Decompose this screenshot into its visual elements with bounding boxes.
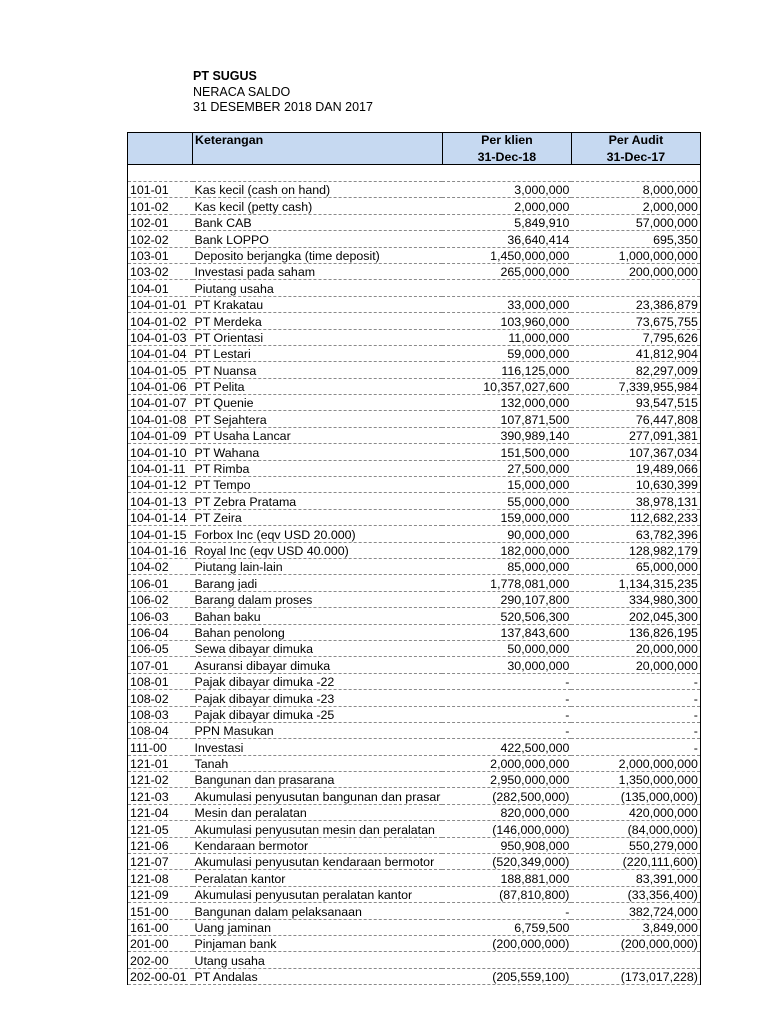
account-description: Pinjaman bank	[193, 935, 443, 951]
table-row	[128, 362, 701, 378]
per-audit-value: 128,982,179	[571, 542, 700, 558]
account-code: 108-01	[128, 673, 193, 689]
account-code: 121-03	[128, 788, 193, 804]
per-audit-value: 20,000,000	[571, 640, 700, 656]
table-row	[128, 804, 701, 820]
table-row	[128, 444, 701, 460]
table-row	[128, 854, 701, 870]
per-klien-value: 137,843,600	[442, 624, 571, 640]
per-klien-value: 422,500,000	[442, 739, 571, 755]
account-code: 104-01-04	[128, 345, 193, 361]
account-description: PT Usaha Lancar	[193, 427, 443, 443]
per-audit-value: -	[571, 739, 700, 755]
account-code: 104-01-09	[128, 427, 193, 443]
table-row	[128, 247, 701, 263]
account-code: 106-05	[128, 640, 193, 656]
table-row	[128, 214, 701, 230]
header-account-cell	[128, 133, 193, 149]
per-audit-value: 10,630,399	[571, 477, 700, 493]
account-code: 121-06	[128, 837, 193, 853]
per-klien-value: 50,000,000	[442, 640, 571, 656]
per-audit-value: -	[571, 690, 700, 706]
per-audit-value: (220,111,600)	[571, 854, 700, 870]
account-description: PT Andalas	[193, 968, 443, 984]
account-code: 202-00	[128, 952, 193, 968]
per-klien-value: (200,000,000)	[442, 935, 571, 951]
per-audit-value: 63,782,396	[571, 526, 700, 542]
account-description: PT Tempo	[193, 477, 443, 493]
account-code: 104-01-07	[128, 395, 193, 411]
per-audit-value: 38,978,131	[571, 493, 700, 509]
per-audit-value: 550,279,000	[571, 837, 700, 853]
per-audit-value	[571, 952, 700, 968]
per-klien-value: 55,000,000	[442, 493, 571, 509]
account-code: 104-02	[128, 558, 193, 574]
table-row	[128, 673, 701, 689]
table-header-date-row	[128, 148, 701, 165]
per-audit-value: 65,000,000	[571, 558, 700, 574]
per-audit-value	[571, 280, 700, 296]
per-klien-value: 30,000,000	[442, 657, 571, 673]
company-name: PT SUGUS	[193, 69, 257, 83]
per-audit-value: (84,000,000)	[571, 821, 700, 837]
account-description: PT Rimba	[193, 460, 443, 476]
per-klien-value: (282,500,000)	[442, 788, 571, 804]
per-klien-value: 27,500,000	[442, 460, 571, 476]
spacer-row	[128, 165, 701, 182]
table-row	[128, 903, 701, 919]
trial-balance-table	[127, 132, 701, 985]
per-klien-value: 59,000,000	[442, 345, 571, 361]
table-row	[128, 493, 701, 509]
account-description: Investasi pada saham	[193, 263, 443, 279]
per-klien-value: 132,000,000	[442, 395, 571, 411]
per-klien-value: 188,881,000	[442, 870, 571, 886]
account-description: Utang usaha	[193, 952, 443, 968]
account-code: 106-02	[128, 591, 193, 607]
table-row	[128, 968, 701, 984]
account-code: 107-01	[128, 657, 193, 673]
account-description: Kas kecil (cash on hand)	[193, 182, 443, 198]
per-audit-value: 57,000,000	[571, 214, 700, 230]
account-description: Kas kecil (petty cash)	[193, 198, 443, 214]
account-code: 121-09	[128, 886, 193, 902]
account-description: Pajak dibayar dimuka -22	[193, 673, 443, 689]
table-row	[128, 427, 701, 443]
account-code: 104-01-10	[128, 444, 193, 460]
table-row	[128, 526, 701, 542]
per-klien-value: 520,506,300	[442, 608, 571, 624]
account-description: Royal Inc (eqv USD 40.000)	[193, 542, 443, 558]
table-header-row	[128, 133, 701, 149]
per-audit-value: 107,367,034	[571, 444, 700, 460]
account-description: PT Wahana	[193, 444, 443, 460]
report-date: 31 DESEMBER 2018 DAN 2017	[193, 100, 373, 114]
account-code: 104-01-11	[128, 460, 193, 476]
account-description: Bank LOPPO	[193, 231, 443, 247]
account-code: 104-01-08	[128, 411, 193, 427]
table-row	[128, 952, 701, 968]
per-audit-value: 695,350	[571, 231, 700, 247]
table-row	[128, 542, 701, 558]
account-code: 104-01-13	[128, 493, 193, 509]
account-code: 104-01-16	[128, 542, 193, 558]
per-klien-value: 3,000,000	[442, 182, 571, 198]
account-code: 104-01-06	[128, 378, 193, 394]
account-code: 103-01	[128, 247, 193, 263]
table-row	[128, 263, 701, 279]
account-code: 102-02	[128, 231, 193, 247]
report-title: NERACA SALDO	[193, 84, 291, 99]
table-row	[128, 296, 701, 312]
account-description: Akumulasi penyusutan mesin dan peralatan	[193, 821, 443, 837]
table-row	[128, 198, 701, 214]
per-audit-value: 202,045,300	[571, 608, 700, 624]
per-klien-value: 390,989,140	[442, 427, 571, 443]
spacer-cell	[442, 165, 571, 182]
table-row	[128, 722, 701, 738]
account-code: 108-04	[128, 722, 193, 738]
per-klien-value: 182,000,000	[442, 542, 571, 558]
per-klien-value: 116,125,000	[442, 362, 571, 378]
per-klien-value: 10,357,027,600	[442, 378, 571, 394]
account-description: Piutang lain-lain	[193, 558, 443, 574]
per-audit-value: 3,849,000	[571, 919, 700, 935]
account-description: PT Nuansa	[193, 362, 443, 378]
per-audit-value: 1,350,000,000	[571, 772, 700, 788]
per-klien-value: -	[442, 903, 571, 919]
per-klien-value: 1,450,000,000	[442, 247, 571, 263]
per-klien-value: 820,000,000	[442, 804, 571, 820]
per-audit-value: 200,000,000	[571, 263, 700, 279]
per-klien-value: 15,000,000	[442, 477, 571, 493]
table-row	[128, 182, 701, 198]
table-row	[128, 919, 701, 935]
table-row	[128, 280, 701, 296]
table-row	[128, 821, 701, 837]
spacer-cell	[571, 165, 700, 182]
table-row	[128, 591, 701, 607]
account-code: 161-00	[128, 919, 193, 935]
spacer-cell	[128, 165, 193, 182]
account-code: 104-01-15	[128, 526, 193, 542]
table-row	[128, 558, 701, 574]
per-audit-value: 93,547,515	[571, 395, 700, 411]
account-code: 104-01-12	[128, 477, 193, 493]
per-audit-value: 277,091,381	[571, 427, 700, 443]
account-description: Forbox Inc (eqv USD 20.000)	[193, 526, 443, 542]
account-description: Barang jadi	[193, 575, 443, 591]
account-code: 106-04	[128, 624, 193, 640]
account-code: 121-02	[128, 772, 193, 788]
table-row	[128, 624, 701, 640]
per-audit-value: 76,447,808	[571, 411, 700, 427]
per-klien-value: (87,810,800)	[442, 886, 571, 902]
per-audit-value: 420,000,000	[571, 804, 700, 820]
table-row	[128, 329, 701, 345]
account-description: PPN Masukan	[193, 722, 443, 738]
per-klien-value: 2,950,000,000	[442, 772, 571, 788]
account-code: 108-03	[128, 706, 193, 722]
per-klien-value: 950,908,000	[442, 837, 571, 853]
account-description: PT Pelita	[193, 378, 443, 394]
account-code: 104-01-02	[128, 313, 193, 329]
table-row	[128, 378, 701, 394]
per-klien-value: (520,349,000)	[442, 854, 571, 870]
per-audit-value: -	[571, 673, 700, 689]
table-row	[128, 313, 701, 329]
account-description: Barang dalam proses	[193, 591, 443, 607]
per-audit-value: 23,386,879	[571, 296, 700, 312]
per-klien-value: -	[442, 673, 571, 689]
table-row	[128, 575, 701, 591]
account-code: 102-01	[128, 214, 193, 230]
account-code: 121-01	[128, 755, 193, 771]
table-row	[128, 837, 701, 853]
per-audit-value: 1,134,315,235	[571, 575, 700, 591]
account-code: 121-08	[128, 870, 193, 886]
per-audit-value: 20,000,000	[571, 657, 700, 673]
per-klien-value: 6,759,500	[442, 919, 571, 935]
table-row	[128, 788, 701, 804]
table-row	[128, 509, 701, 525]
per-audit-value: -	[571, 722, 700, 738]
account-description: PT Zeira	[193, 509, 443, 525]
per-audit-value: 83,391,000	[571, 870, 700, 886]
account-description: PT Sejahtera	[193, 411, 443, 427]
table-row	[128, 345, 701, 361]
account-description: Deposito berjangka (time deposit)	[193, 247, 443, 263]
account-code: 101-02	[128, 198, 193, 214]
account-description: Sewa dibayar dimuka	[193, 640, 443, 656]
account-description: Bahan penolong	[193, 624, 443, 640]
account-code: 111-00	[128, 739, 193, 755]
table-row	[128, 411, 701, 427]
per-audit-value: -	[571, 706, 700, 722]
per-audit-value: 8,000,000	[571, 182, 700, 198]
account-description: Bahan baku	[193, 608, 443, 624]
account-description: Bangunan dan prasarana	[193, 772, 443, 788]
account-description: PT Lestari	[193, 345, 443, 361]
account-description: PT Merdeka	[193, 313, 443, 329]
header-description: Keterangan	[193, 133, 443, 149]
account-code: 121-05	[128, 821, 193, 837]
account-code: 104-01-14	[128, 509, 193, 525]
per-klien-value: (146,000,000)	[442, 821, 571, 837]
account-code: 104-01-03	[128, 329, 193, 345]
account-code: 106-03	[128, 608, 193, 624]
table-row	[128, 231, 701, 247]
header-per-audit: Per Audit	[571, 133, 700, 149]
per-klien-value: 11,000,000	[442, 329, 571, 345]
account-description: PT Orientasi	[193, 329, 443, 345]
header-per-klien: Per klien	[442, 133, 571, 149]
per-klien-value: 107,871,500	[442, 411, 571, 427]
header-audit-date: 31-Dec-17	[571, 148, 700, 165]
per-klien-value: 2,000,000	[442, 198, 571, 214]
per-klien-value: 1,778,081,000	[442, 575, 571, 591]
account-code: 108-02	[128, 690, 193, 706]
per-klien-value: 103,960,000	[442, 313, 571, 329]
account-description: Uang jaminan	[193, 919, 443, 935]
account-code: 103-02	[128, 263, 193, 279]
table-row	[128, 608, 701, 624]
account-description: Kendaraan bermotor	[193, 837, 443, 853]
per-klien-value: -	[442, 722, 571, 738]
table-row	[128, 657, 701, 673]
table-row	[128, 755, 701, 771]
account-code: 104-01-05	[128, 362, 193, 378]
table-row	[128, 772, 701, 788]
table-row	[128, 640, 701, 656]
header-klien-date: 31-Dec-18	[442, 148, 571, 165]
per-audit-value: 2,000,000	[571, 198, 700, 214]
per-klien-value: 33,000,000	[442, 296, 571, 312]
per-klien-value: 36,640,414	[442, 231, 571, 247]
per-klien-value	[442, 952, 571, 968]
table-row	[128, 395, 701, 411]
per-audit-value: 7,795,626	[571, 329, 700, 345]
account-code: 104-01-01	[128, 296, 193, 312]
per-klien-value: 159,000,000	[442, 509, 571, 525]
account-description: PT Quenie	[193, 395, 443, 411]
per-audit-value: 41,812,904	[571, 345, 700, 361]
table-row	[128, 870, 701, 886]
per-audit-value: 82,297,009	[571, 362, 700, 378]
account-description: Peralatan kantor	[193, 870, 443, 886]
account-description: Piutang usaha	[193, 280, 443, 296]
account-description: Mesin dan peralatan	[193, 804, 443, 820]
per-audit-value: (200,000,000)	[571, 935, 700, 951]
per-audit-value: (173,017,228)	[571, 968, 700, 984]
account-code: 121-07	[128, 854, 193, 870]
header-account-cell-2	[128, 148, 193, 165]
account-code: 104-01	[128, 280, 193, 296]
table-row	[128, 739, 701, 755]
account-code: 201-00	[128, 935, 193, 951]
per-audit-value: 136,826,195	[571, 624, 700, 640]
account-description: Akumulasi penyusutan bangunan dan prasar	[194, 789, 441, 804]
account-description: Bank CAB	[193, 214, 443, 230]
account-description: Tanah	[193, 755, 443, 771]
per-audit-value: 73,675,755	[571, 313, 700, 329]
table-row	[128, 690, 701, 706]
account-code: 151-00	[128, 903, 193, 919]
account-description: Akumulasi penyusutan kendaraan bermotor	[193, 854, 443, 870]
per-klien-value: 2,000,000,000	[442, 755, 571, 771]
account-code: 101-01	[128, 182, 193, 198]
account-description: Asuransi dibayar dimuka	[193, 657, 443, 673]
per-audit-value: 7,339,955,984	[571, 378, 700, 394]
account-description: Akumulasi penyusutan peralatan kantor	[193, 886, 443, 902]
account-description: Pajak dibayar dimuka -23	[193, 690, 443, 706]
per-klien-value: 90,000,000	[442, 526, 571, 542]
account-code: 106-01	[128, 575, 193, 591]
per-audit-value: 2,000,000,000	[571, 755, 700, 771]
per-klien-value: 85,000,000	[442, 558, 571, 574]
per-klien-value: -	[442, 706, 571, 722]
account-description: Investasi	[193, 739, 443, 755]
per-klien-value: -	[442, 690, 571, 706]
spacer-cell	[193, 165, 443, 182]
per-audit-value: 112,682,233	[571, 509, 700, 525]
per-audit-value: 1,000,000,000	[571, 247, 700, 263]
table-row	[128, 460, 701, 476]
per-audit-value: 334,980,300	[571, 591, 700, 607]
per-audit-value: 382,724,000	[571, 903, 700, 919]
account-description: Bangunan dalam pelaksanaan	[193, 903, 443, 919]
per-audit-value: (135,000,000)	[571, 788, 700, 804]
per-klien-value: 290,107,800	[442, 591, 571, 607]
table-row	[128, 935, 701, 951]
account-description: Pajak dibayar dimuka -25	[193, 706, 443, 722]
per-audit-value: 19,489,066	[571, 460, 700, 476]
per-klien-value: 151,500,000	[442, 444, 571, 460]
account-description: PT Krakatau	[193, 296, 443, 312]
per-klien-value: 5,849,910	[442, 214, 571, 230]
per-klien-value: 265,000,000	[442, 263, 571, 279]
per-klien-value: (205,559,100)	[442, 968, 571, 984]
per-audit-value: (33,356,400)	[571, 886, 700, 902]
header-description-2	[193, 148, 443, 165]
account-description: PT Zebra Pratama	[193, 493, 443, 509]
table-row	[128, 706, 701, 722]
table-row	[128, 477, 701, 493]
account-code: 202-00-01	[128, 968, 193, 984]
per-klien-value	[442, 280, 571, 296]
table-row	[128, 886, 701, 902]
account-code: 121-04	[128, 804, 193, 820]
